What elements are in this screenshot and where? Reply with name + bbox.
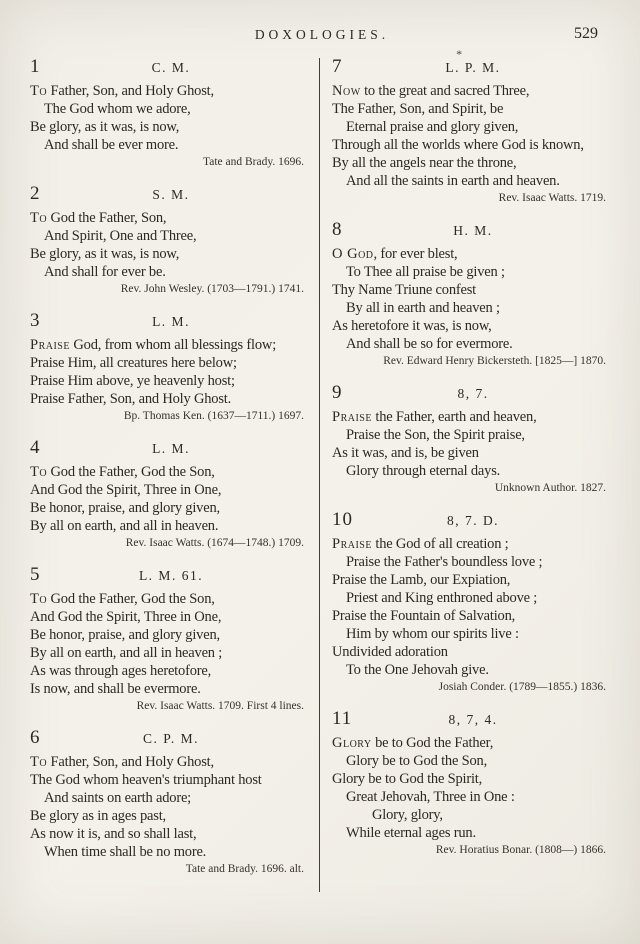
page-content	[30, 47, 614, 892]
hymn-attribution: Bp. Thomas Ken. (1637—1711.) 1697.	[123, 410, 304, 422]
hymn-line: While eternal ages run.	[346, 825, 476, 841]
hymn-lines	[30, 82, 312, 154]
hymn-line: And God the Spirit, Three in One,	[30, 609, 222, 625]
hymn-meter: C. M.	[151, 60, 191, 75]
hymn-header	[332, 710, 614, 730]
hymn	[332, 511, 614, 693]
hymn-line: By all the angels near the throne,	[332, 155, 517, 171]
lead-word: Now	[332, 83, 361, 99]
hymn-line: Praise the God of all creation ;	[332, 536, 509, 552]
hymn-lines	[30, 753, 312, 861]
hymn	[30, 185, 312, 295]
hymn-meter: L. P. M.	[445, 60, 501, 75]
hymn-header	[332, 511, 614, 531]
hymn-lines	[332, 408, 614, 480]
hymn-line: By all in earth and heaven ;	[346, 300, 500, 316]
hymn-header	[332, 47, 614, 78]
hymn-header	[332, 384, 614, 404]
hymn-meter: L. M.	[152, 314, 190, 329]
hymn-line: Is now, and shall be evermore.	[30, 681, 201, 697]
hymn-number: 9	[332, 382, 343, 403]
hymn-line: Praise the Fountain of Salvation,	[332, 608, 516, 624]
hymn-line: Be glory, as it was, is now,	[30, 246, 180, 262]
hymn-line: Priest and King enthroned above ;	[346, 590, 538, 606]
hymn-line: As was through ages heretofore,	[30, 663, 212, 679]
hymn-line: As it was, and is, be given	[332, 445, 479, 461]
hymn-line: Glory be to God the Father,	[332, 735, 494, 751]
hymn-line: To Father, Son, and Holy Ghost,	[30, 754, 214, 770]
hymn-number: 3	[30, 310, 41, 331]
lead-word: Glory	[332, 735, 372, 751]
hymn-lines	[332, 245, 614, 353]
hymn-line: Praise God, from whom all blessings flow;	[30, 337, 277, 353]
hymn-meter: L. M.	[152, 441, 190, 456]
hymn	[332, 221, 614, 367]
footnote-mark: *	[456, 47, 463, 61]
hymn-line: By all on earth, and all in heaven.	[30, 518, 219, 534]
hymn-attribution: Josiah Conder. (1789—1855.) 1836.	[438, 681, 606, 693]
hymn-number: 10	[332, 509, 353, 530]
hymn-header	[30, 58, 312, 78]
hymn	[332, 47, 614, 204]
hymn-line: Praise the Son, the Spirit praise,	[346, 427, 525, 443]
page-header	[30, 24, 614, 50]
hymn-line: Be glory, as it was, is now,	[30, 119, 180, 135]
hymn	[30, 312, 312, 422]
hymn-line: Glory through eternal days.	[346, 463, 501, 479]
hymn-attribution: Rev. John Wesley. (1703—1791.) 1741.	[120, 283, 304, 295]
page-number: 529	[574, 25, 598, 42]
hymn-attribution: Rev. Isaac Watts. 1709. First 4 lines.	[136, 700, 304, 712]
hymn-meter: 8, 7. D.	[446, 513, 500, 528]
hymn-line: Through all the worlds where God is known,	[332, 137, 584, 153]
hymn-lines	[30, 463, 312, 535]
hymn-line: And God the Spirit, Three in One,	[30, 482, 222, 498]
hymn-header	[30, 312, 312, 332]
hymn-attribution: Rev. Isaac Watts. 1719.	[498, 192, 606, 204]
hymn-line: And shall be ever more.	[44, 137, 179, 153]
hymn-meter: 8, 7, 4.	[448, 712, 498, 727]
hymn-line: Praise Father, Son, and Holy Ghost.	[30, 391, 232, 407]
hymn-line: As heretofore it was, is now,	[332, 318, 492, 334]
hymn	[30, 729, 312, 875]
column	[30, 58, 319, 892]
lead-word: Praise	[332, 536, 372, 552]
hymn-lines	[332, 535, 614, 679]
hymn-meter: H. M.	[453, 223, 493, 238]
hymn-line: To God the Father, God the Son,	[30, 591, 215, 607]
hymn-line: Now to the great and sacred Three,	[332, 83, 530, 99]
hymn-line: Undivided adoration	[332, 644, 448, 660]
hymn-lines	[30, 336, 312, 408]
hymn-line: Praise the Father's boundless love ;	[346, 554, 543, 570]
hymn-header	[30, 185, 312, 205]
lead-word: To	[30, 591, 48, 607]
hymn-line: Eternal praise and glory given,	[346, 119, 519, 135]
hymn-line: To the One Jehovah give.	[346, 662, 489, 678]
hymn-number: 5	[30, 564, 41, 585]
hymn-number: 2	[30, 183, 41, 204]
lead-word: To	[30, 464, 48, 480]
hymn-attribution: Rev. Isaac Watts. (1674—1748.) 1709.	[125, 537, 304, 549]
hymn-attribution: Tate and Brady. 1696.	[203, 156, 304, 168]
hymn-meter: 8, 7.	[457, 386, 489, 401]
hymn-lines	[30, 590, 312, 698]
hymn-line: Glory be to God the Spirit,	[332, 771, 483, 787]
hymn-line: To Father, Son, and Holy Ghost,	[30, 83, 214, 99]
hymn-lines	[332, 734, 614, 842]
hymn-header	[30, 566, 312, 586]
hymn-number: 6	[30, 727, 41, 748]
hymn	[332, 710, 614, 856]
hymn-line: To Thee all praise be given ;	[346, 264, 505, 280]
hymn	[332, 384, 614, 494]
lead-word: To	[30, 83, 48, 99]
hymn-attribution: Rev. Horatius Bonar. (1808—) 1866.	[435, 844, 606, 856]
hymn-line: Be glory as in ages past,	[30, 808, 166, 824]
hymn-header	[30, 439, 312, 459]
hymn-meter: L. M. 61.	[138, 568, 204, 583]
hymn-line: Praise Him, all creatures here below;	[30, 355, 237, 371]
hymn-meter: C. P. M.	[143, 731, 199, 746]
hymn-number: 7	[332, 56, 343, 77]
hymn-line: And shall for ever be.	[44, 264, 166, 280]
hymn-line: By all on earth, and all in heaven ;	[30, 645, 223, 661]
hymn-line: When time shall be no more.	[44, 844, 207, 860]
hymn-line: And Spirit, One and Three,	[44, 228, 197, 244]
hymn-line: Glory, glory,	[372, 807, 443, 823]
hymn-line: As now it is, and so shall last,	[30, 826, 197, 842]
lead-word: Praise	[30, 337, 70, 353]
hymn-line: The God whom we adore,	[44, 101, 191, 117]
hymn-attribution: Unknown Author. 1827.	[494, 482, 606, 494]
page-title: DOXOLOGIES.	[254, 27, 390, 42]
lead-word: O God	[332, 246, 374, 262]
hymn-number: 11	[332, 708, 353, 729]
hymn-number: 4	[30, 437, 41, 458]
hymn	[30, 566, 312, 712]
hymn-line: Be honor, praise, and glory given,	[30, 500, 220, 516]
hymn-lines	[332, 82, 614, 190]
hymn-header	[30, 729, 312, 749]
lead-word: To	[30, 754, 48, 770]
hymn-line: Praise the Father, earth and heaven,	[332, 409, 537, 425]
hymn-line: To God the Father, Son,	[30, 210, 167, 226]
hymn-line: Great Jehovah, Three in One :	[346, 789, 515, 805]
hymn-line: Praise Him above, ye heavenly host;	[30, 373, 235, 389]
hymn-line: Glory be to God the Son,	[346, 753, 487, 769]
hymn-line: O God, for ever blest,	[332, 246, 458, 262]
lead-word: To	[30, 210, 48, 226]
hymn-line: Praise the Lamb, our Expiation,	[332, 572, 511, 588]
hymn-number: 1	[30, 56, 41, 77]
hymn-line: Be honor, praise, and glory given,	[30, 627, 220, 643]
hymn	[30, 58, 312, 168]
hymn-lines	[30, 209, 312, 281]
hymn-number: 8	[332, 219, 343, 240]
hymn-attribution: Rev. Edward Henry Bickersteth. [1825—] 1870.	[383, 355, 606, 367]
hymn-header	[332, 221, 614, 241]
hymn-line: To God the Father, God the Son,	[30, 464, 215, 480]
hymn-attribution: Tate and Brady. 1696. alt.	[185, 863, 304, 875]
column	[320, 47, 614, 892]
hymn-meter: S. M.	[152, 187, 190, 202]
hymn-line: Him by whom our spirits live :	[346, 626, 519, 642]
hymn-line: And shall be so for evermore.	[346, 336, 513, 352]
hymn-line: The Father, Son, and Spirit, be	[332, 101, 504, 117]
hymn	[30, 439, 312, 549]
hymn-line: Thy Name Triune confest	[332, 282, 477, 298]
lead-word: Praise	[332, 409, 372, 425]
hymn-line: And saints on earth adore;	[44, 790, 192, 806]
hymn-line: And all the saints in earth and heaven.	[346, 173, 560, 189]
hymn-line: The God whom heaven's triumphant host	[30, 772, 262, 788]
